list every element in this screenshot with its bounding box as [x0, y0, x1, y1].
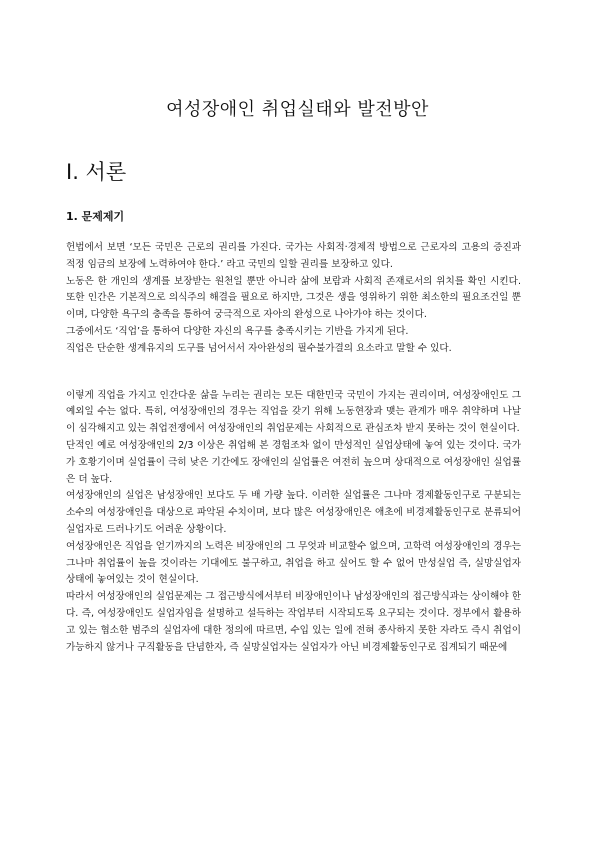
- subsection-heading-problem-statement: 1. 문제제기: [66, 210, 125, 223]
- paragraph-unemployment-example: 단적인 예로 여성장애인의 2/3 이상은 취업해 본 경험조차 없이 만성적인 실업상태에 놓여 있는 것이다. 국가가 호황기이며 실업률이 극히 낮은 기간에도 장애인의 실업률은 여전히 높으며 상대적으로 여성장애인 실업률은 더 높다.: [66, 439, 521, 485]
- paragraph-labor-meaning: 노동은 한 개인의 생계를 보장받는 원천일 뿐만 아니라 삶에 보람과 사회적 존재로서의 위치를 확인 시킨다. 또한 인간은 기본적으로 의식주의 해결을 필요로 하지만, 그것은 생을 영위하기 위한 최소한의 필요조건일 뿐이며, 다양한 욕구의 충족을 통하여 궁극적으로 자아의 완성으로 나아가야 하는 것이다.: [66, 275, 521, 321]
- paragraph-right-to-work: 이렇게 직업을 가지고 인간다운 삶을 누리는 권리는 모든 대한민국 국민이 가지는 권리이며, 여성장애인도 그 예외일 수는 없다. 특히, 여성장애인의 경우는 직업을 갖기 위해 노동현장과 맺는 관계가 매우 취약하며 나날이 심각해지고 있는 취업전쟁에서 여성장애인의 취업문제는 사회적으로 관심조차 받지 못하는 것이 현실이다.: [66, 389, 521, 435]
- paragraph-constitution: 헌법에서 보면 ‘모든 국민은 근로의 권리를 가진다. 국가는 사회적·경제적 방법으로 근로자의 고용의 증진과 적정 임금의 보장에 노력하여야 한다.’ 라고 국민의 일할 권리를 보장하고 있다.: [66, 242, 521, 270]
- section-heading-introduction: Ⅰ. 서론: [66, 160, 127, 184]
- paragraph-occupation-self-realization: 직업은 단순한 생계유지의 도구를 넘어서서 자아완성의 필수불가결의 요소라고 말할 수 있다.: [66, 342, 452, 354]
- document-title: 여성장애인 취업실태와 발전방안: [166, 99, 429, 120]
- paragraph-effort-comparison: 여성장애인은 직업을 얻기까지의 노력은 비장애인의 그 무엇과 비교할수 없으며, 고학력 여성장애인의 경우는 그나마 취업률이 높을 것이라는 기대에도 불구하고, 취업을 하고 싶어도 할 수 없어 만성실업 즉, 실망실업자 상태에 놓여있는 것이 현실이다.: [66, 540, 521, 586]
- paragraph-unemployment-rate: 여성장애인의 실업은 남성장애인 보다도 두 배 가량 높다. 이러한 실업률은 그나마 경제활동인구로 구분되는 소수의 여성장애인을 대상으로 파악된 수치이며, 보다 많은 여성장애인은 애초에 비경제활동인구로 분류되어 실업자로 드러나기도 어려운 상황이다.: [66, 490, 521, 535]
- body-text: [66, 240, 521, 656]
- paragraph-approach: 따라서 여성장애인의 실업문제는 그 접근방식에서부터 비장애인이나 남성장애인의 접근방식과는 상이해야 한다. 즉, 여성장애인도 실업자임을 설명하고 설득하는 작업부터 시작되도록 요구되는 것이다. 정부에서 활용하고 있는 협소한 범주의 실업자에 대한 정의에 따르면, 수입 있는 일에 전혀 종사하지 못한 자라도 즉시 취업이 가능하지 않거나 구직활동을 단념한자, 즉 실망실업자는 실업자가 아닌 비경제활동인구로 집계되기 때문에: [66, 591, 521, 653]
- paragraph-occupation-needs: 그중에서도 ‘직업’을 통하여 다양한 자신의 욕구를 충족시키는 기반을 가지게 된다.: [66, 325, 409, 337]
